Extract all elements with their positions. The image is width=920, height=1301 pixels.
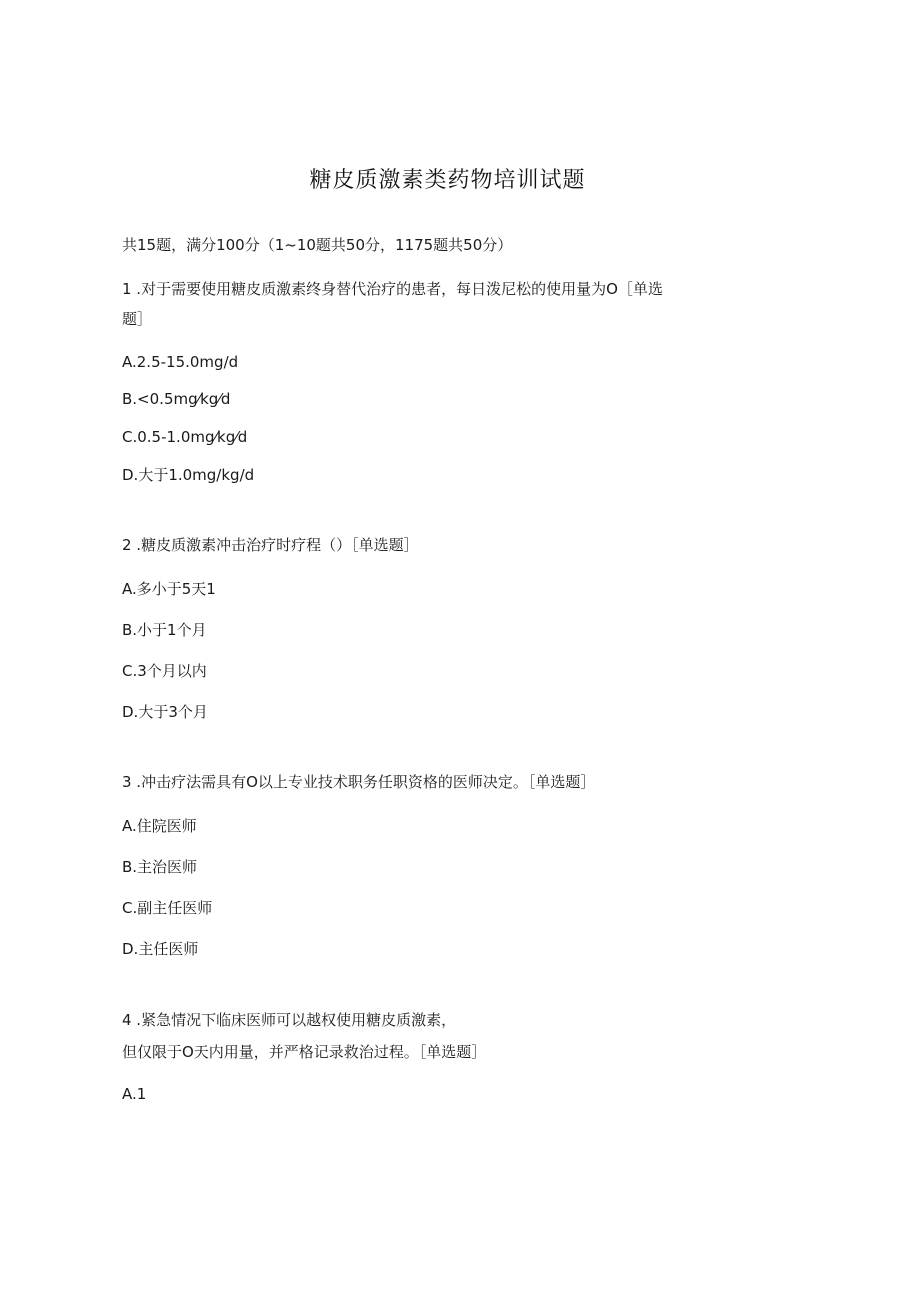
question-2-option-a: A.多小于5天1: [122, 580, 216, 598]
question-2-stem: 2 .糖皮质激素冲击治疗时疗程（）［单选题］: [122, 536, 419, 554]
document-title: 糖皮质激素类药物培训试题: [309, 168, 586, 193]
question-4-stem-line1: 4 .紧急情况下临床医师可以越权使用糖皮质激素，: [122, 1011, 457, 1029]
question-3-option-c: C.副主任医师: [122, 899, 213, 917]
question-3-stem: 3 .冲击疗法需具有O以上专业技术职务任职资格的医师决定。［单选题］: [122, 773, 596, 791]
question-1-option-c: C.0.5-1.0mg⁄kg⁄d: [122, 428, 248, 446]
question-4-stem-line2: 但仅限于O天内用量，并严格记录救治过程。［单选题］: [122, 1043, 487, 1061]
exam-summary: 共15题，满分100分（1~10题共50分，1175题共50分）: [122, 236, 513, 254]
question-3-option-a: A.住院医师: [122, 817, 197, 835]
question-2-option-b: B.小于1个月: [122, 621, 207, 639]
question-2-option-d: D.大于3个月: [122, 703, 208, 721]
question-1-stem-line1: 1 .对于需要使用糖皮质激素终身替代治疗的患者，每日泼尼松的使用量为O［单选: [122, 280, 663, 298]
question-1-option-d: D.大于1.0mg/kg/d: [122, 466, 255, 484]
question-2-option-c: C.3个月以内: [122, 662, 207, 680]
question-3-option-d: D.主任医师: [122, 940, 199, 958]
question-4-option-a: A.1: [122, 1085, 147, 1103]
question-1-option-a: A.2.5-15.0mg/d: [122, 353, 239, 371]
question-3-option-b: B.主治医师: [122, 858, 198, 876]
question-1-stem-line2: 题］: [122, 310, 153, 328]
question-1-option-b: B.<0.5mg⁄kg⁄d: [122, 390, 231, 408]
